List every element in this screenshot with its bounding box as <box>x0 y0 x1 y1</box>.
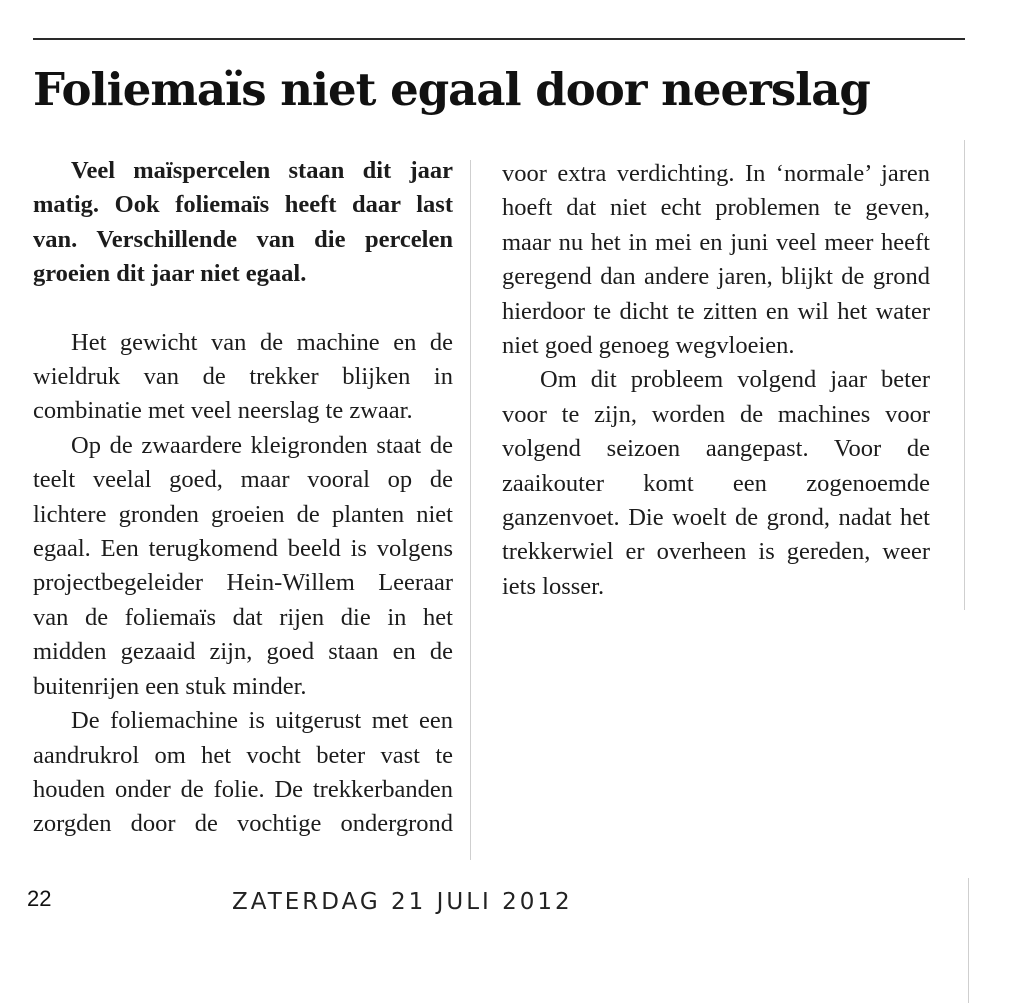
article-paragraph: Om dit probleem volgend jaar beter voor te zijn, worden de machines voor volgend seizoen aangepast. Voor de zaaikouter komt een zogenoemde ganzenvoet. Die woelt de grond, nadat het trekkerwiel er overheen is gereden, weer iets losser. <box>502 366 930 600</box>
article-column-left <box>33 154 453 842</box>
article-paragraph: De foliemachine is uitgerust met een aandrukrol om het vocht beter vast te houden onder de folie. De trekkerbanden zorgden door de vochtige ondergrond <box>33 707 453 838</box>
article-intro: Veel maïspercelen staan dit jaar matig. Ook foliemaïs heeft daar last van. Verschillende van die percelen groeien dit jaar niet egaal. <box>33 157 453 288</box>
article-column-right <box>502 157 930 604</box>
scan-edge-line <box>968 878 969 1003</box>
article-paragraph: Op de zwaardere kleigronden staat de teelt veelal goed, maar vooral op de lichtere gronden groeien de planten niet egaal. Een terugkomend beeld is volgens projectbegeleider Hein-Willem Leeraar van de foliemaïs dat rijen die in het midden gezaaid zijn, goed staan en de buitenrijen een stuk minder. <box>33 431 453 700</box>
page-number: 22 <box>27 886 52 911</box>
scan-edge-line <box>964 140 965 610</box>
article-paragraph: Het gewicht van de machine en de wieldruk van de trekker blijken in combinatie met veel neerslag te zwaar. <box>33 328 453 425</box>
top-rule <box>33 38 965 40</box>
issue-date: ZATERDAG 21 JULI 2012 <box>232 889 573 915</box>
article-paragraph: voor extra verdichting. In ‘normale’ jaren hoeft dat niet echt problemen te geven, maar nu het in mei en juni veel meer heeft geregend dan andere jaren, blijkt de grond hierdoor te dicht te zitten en wil het water niet goed genoeg wegvloeien. <box>502 160 930 360</box>
article-headline: Foliemaïs niet egaal door neerslag <box>33 63 870 116</box>
column-divider <box>470 160 471 860</box>
